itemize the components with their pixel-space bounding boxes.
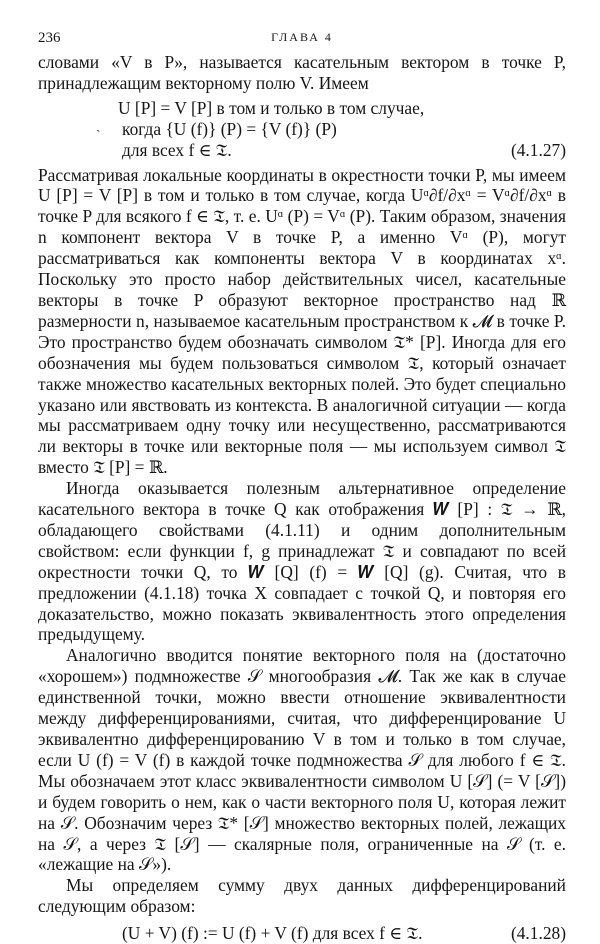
paragraph-5: Мы определяем сумму двух данных дифференцирований следующим образом: xyxy=(38,875,566,917)
equation-number-2: (4.1.28) xyxy=(510,923,566,944)
paragraph-3: Иногда оказывается полезным альтернативное определение касательного вектора в точке Q как отображения 𝑾 [P] : 𝔗 → ℝ, обладающего свойствами (4.1.11) и одним дополнительным свойством: если функции f, g принадлежат 𝔗 и совпадают по всей окрестности точки Q, то 𝑾 [Q] (f) = 𝑾 [Q] (g). Считая, что в предложении (4.1.18) точка X совпадает с точкой Q, и повторяя его доказательство, можно показать эквивалентность этого определения предыдущему. xyxy=(38,478,566,645)
equation-line-3: для всех f ∈ 𝔗. xyxy=(122,139,232,160)
paragraph-1: словами «V в P», называется касательным вектором в точке P, принадлежащим векторному полю V. Имеем xyxy=(38,52,566,93)
book-page xyxy=(38,30,566,944)
equation-line: (U + V) (f) := U (f) + V (f) для всех f ∈ 𝔗. xyxy=(122,923,423,944)
paragraph-4: Аналогично вводится понятие векторного поля на (достаточно «хорошем») подмножестве 𝒮 многообразия 𝓜. Так же как в случае единственной точки, можно ввести отношение эквивалентности между дифференцированиями, считая, что дифференцирование U эквивалентно дифференцированию V в том и только в том случае, если U (f) = V (f) в каждой точке подмножества 𝒮 для любого f ∈ 𝔗. Мы обозначаем этот класс эквивалентности символом U [𝒮] (= V [𝒮]) и будем говорить о нем, как о части векторного поля U, которая лежит на 𝒮. Обозначим через 𝔗* [𝒮] множество векторных полей, лежащих на 𝒮, а через 𝔗 [𝒮] — скалярные поля, ограниченные на 𝒮 (т. е. «лежащие на 𝒮»). xyxy=(38,645,566,875)
stray-mark: ˎ xyxy=(96,117,101,133)
chapter-title: ГЛАВА 4 xyxy=(271,30,333,44)
paragraph-2: Рассматривая локальные координаты в окрестности точки P, мы имеем U [P] = V [P] в том и только в том случае, когда Uᵅ∂f/∂xᵅ = Vᵅ∂f/∂xᵅ в точке P для всякого f ∈ 𝔗, т. е. Uᵅ (P) = Vᵅ (P). Таким образом, значения n компонент вектора V в точке P, а именно Vᵅ (P), могут рассматриваться как компоненты вектора V в координатах xᵅ. Поскольку это просто набор действительных чисел, касательные векторы в точке P образуют векторное пространство над ℝ размерности n, называемое касательным пространством к 𝓜 в точке P. Это пространство будем обозначать символом 𝔗* [P]. Иногда для его обозначения мы будем пользоваться символом 𝔗, который означает также множество касательных векторных полей. Это будет специально указано или явствовать из контекста. В аналогичной ситуации — когда мы рассматриваем одну точку или несущественно, рассматриваются ли векторы в точке или векторные поля — мы используем символ 𝔗 вместо 𝔗 [P] = ℝ. xyxy=(38,164,566,478)
equation-line-2: когда {U (f)} (P) = {V (f)} (P) xyxy=(122,118,337,139)
equation-number: (4.1.27) xyxy=(510,139,566,160)
page-header xyxy=(38,30,566,52)
page-number: 236 xyxy=(38,30,61,46)
equation-4-1-28 xyxy=(38,923,566,944)
equation-4-1-27 xyxy=(38,98,566,161)
equation-line-1: U [P] = V [P] в том и только в том случае, xyxy=(118,97,425,118)
